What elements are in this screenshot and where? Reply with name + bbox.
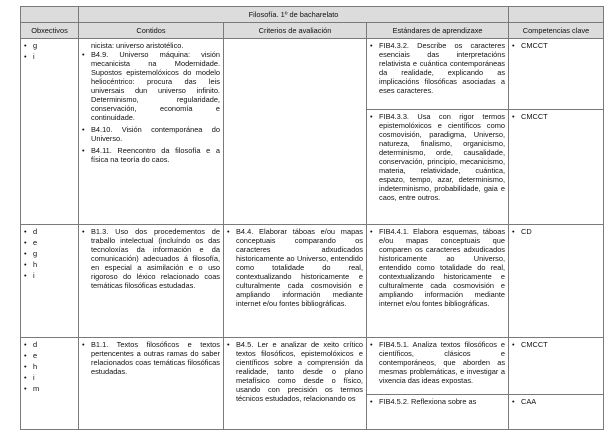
objective-item: • g <box>24 41 75 50</box>
standard-item: • FIB4.5.2. Reflexiona sobre as <box>370 397 505 406</box>
header-standards: Estándares de aprendizaxe <box>367 23 509 39</box>
objective-item: • i <box>24 373 75 382</box>
objectives-cell <box>21 338 79 430</box>
content-item: • B4.11. Reencontro da filosofía e a física na teoría do caos. <box>82 146 220 164</box>
content-item: • B4.9. Universo máquina: visión mecanicista na Modernidade. Supostos epistemolóxicos do modelo heliocéntrico: procura das leis universais dun universo infinito. Determinismo, regularidade, conservación, economía e continuidade. <box>82 50 220 122</box>
content-item: nicista: universo aristotélico. <box>91 41 184 51</box>
table-row <box>21 338 604 430</box>
standards-cell <box>367 225 509 338</box>
contents-cell <box>79 225 224 338</box>
standard-item: • FIB4.4.1. Elabora esquemas, táboas e/ou mapas conceptuais que comparen os caracteres adxudicados historicamente ao Universo, entendido como totalidade do real, contextualizando historicamente e culturalmente cada cosmovisión e ampliando información mediante internet e/ou fontes bibliográficas. <box>370 227 505 308</box>
criteria-cell <box>224 338 367 430</box>
criterion-item: • B4.5. Ler e analizar de xeito crítico textos filosóficos, epistemolóxicos e científicos sobre a comprensión da realidade, tanto desde o plano metafísico como desde o físico, usando con precisión os termos técnicos estudados, relacionando os <box>227 340 363 403</box>
content-item: • B1.3. Uso dos procedementos de traballo intelectual (incluíndo os das tecnoloxías da información e da comunicación) adecuados á filosofía, en especial a asimilación e o uso rigoroso do léxico relacionado coas temáticas filosóficas estudadas. <box>82 227 220 290</box>
content-item: • B1.1. Textos filosóficos e textos pertencentes a outras ramas do saber relacionados coas temáticas filosóficas estudadas. <box>82 340 220 376</box>
competence-item: • CMCCT <box>512 41 600 50</box>
competences-cell <box>509 39 604 225</box>
header-objectives: Obxectivos <box>21 23 79 39</box>
objective-item: • h <box>24 362 75 371</box>
competence-item: • CAA <box>512 397 600 406</box>
standard-item: • FIB4.3.2. Describe os caracteres esenciais das interpretacións relativista e cuántica contemporáneas da realidade, explicando as implicacións filosóficas asociadas a eses caracteres. <box>370 41 505 95</box>
competences-cell <box>509 225 604 338</box>
objective-item: • g <box>24 249 75 258</box>
table-row <box>21 39 604 225</box>
criteria-cell <box>224 39 367 225</box>
header-contents: Contidos <box>79 23 224 39</box>
objective-item: • h <box>24 260 75 269</box>
objectives-cell <box>21 39 79 225</box>
competences-cell <box>509 338 604 430</box>
criteria-cell <box>224 225 367 338</box>
objective-item: • e <box>24 351 75 360</box>
contents-cell <box>79 39 224 225</box>
objective-item: • i <box>24 52 75 61</box>
objective-item: • d <box>24 340 75 349</box>
objective-item: • i <box>24 271 75 280</box>
header-criteria: Criterios de avaliación <box>224 23 367 39</box>
curriculum-table <box>20 6 604 430</box>
content-item: • B4.10. Visión contemporánea do Universo. <box>82 125 220 143</box>
table-header-row <box>21 23 604 39</box>
competence-item: • CD <box>512 227 600 236</box>
standard-item: • FIB4.3.3. Usa con rigor termos epistemolóxicos e científicos como cosmovisión, paradigma, Universo, natureza, finalismo, organicismo, determinismo, orde, causalidade, conservación, principio, mecanicismo, materia, relatividade, cuántica, espazo, tempo, azar, determinismo, indeterminismo, probabilidade, gaia e caos, entre outros. <box>370 112 505 202</box>
contents-cell <box>79 338 224 430</box>
objective-item: • e <box>24 238 75 247</box>
competence-item: • CMCCT <box>512 340 600 349</box>
objective-item: • d <box>24 227 75 236</box>
header-competences: Competencias clave <box>509 23 604 39</box>
standard-item: • FIB4.5.1. Analiza textos filosóficos e científicos, clásicos e contemporáneos, que aborden as mesmas problemáticas, e investigar a vixencia das ideas expostas. <box>370 340 505 385</box>
table-title: Filosofía. 1º de bacharelato <box>79 7 509 23</box>
standards-cell <box>367 338 509 430</box>
competence-item: • CMCCT <box>512 112 600 121</box>
criterion-item: • B4.4. Elaborar táboas e/ou mapas conceptuais comparando os caracteres adxudicados historicamente ao Universo, entendido como totalidade do real, contextualizando historicamente e culturalmente cada cosmovisión e ampliando información mediante internet e/ou fontes bibliográficas. <box>227 227 363 308</box>
standards-cell <box>367 39 509 225</box>
table-title-row <box>21 7 604 23</box>
objectives-cell <box>21 225 79 338</box>
table-row <box>21 225 604 338</box>
objective-item: • m <box>24 384 75 393</box>
